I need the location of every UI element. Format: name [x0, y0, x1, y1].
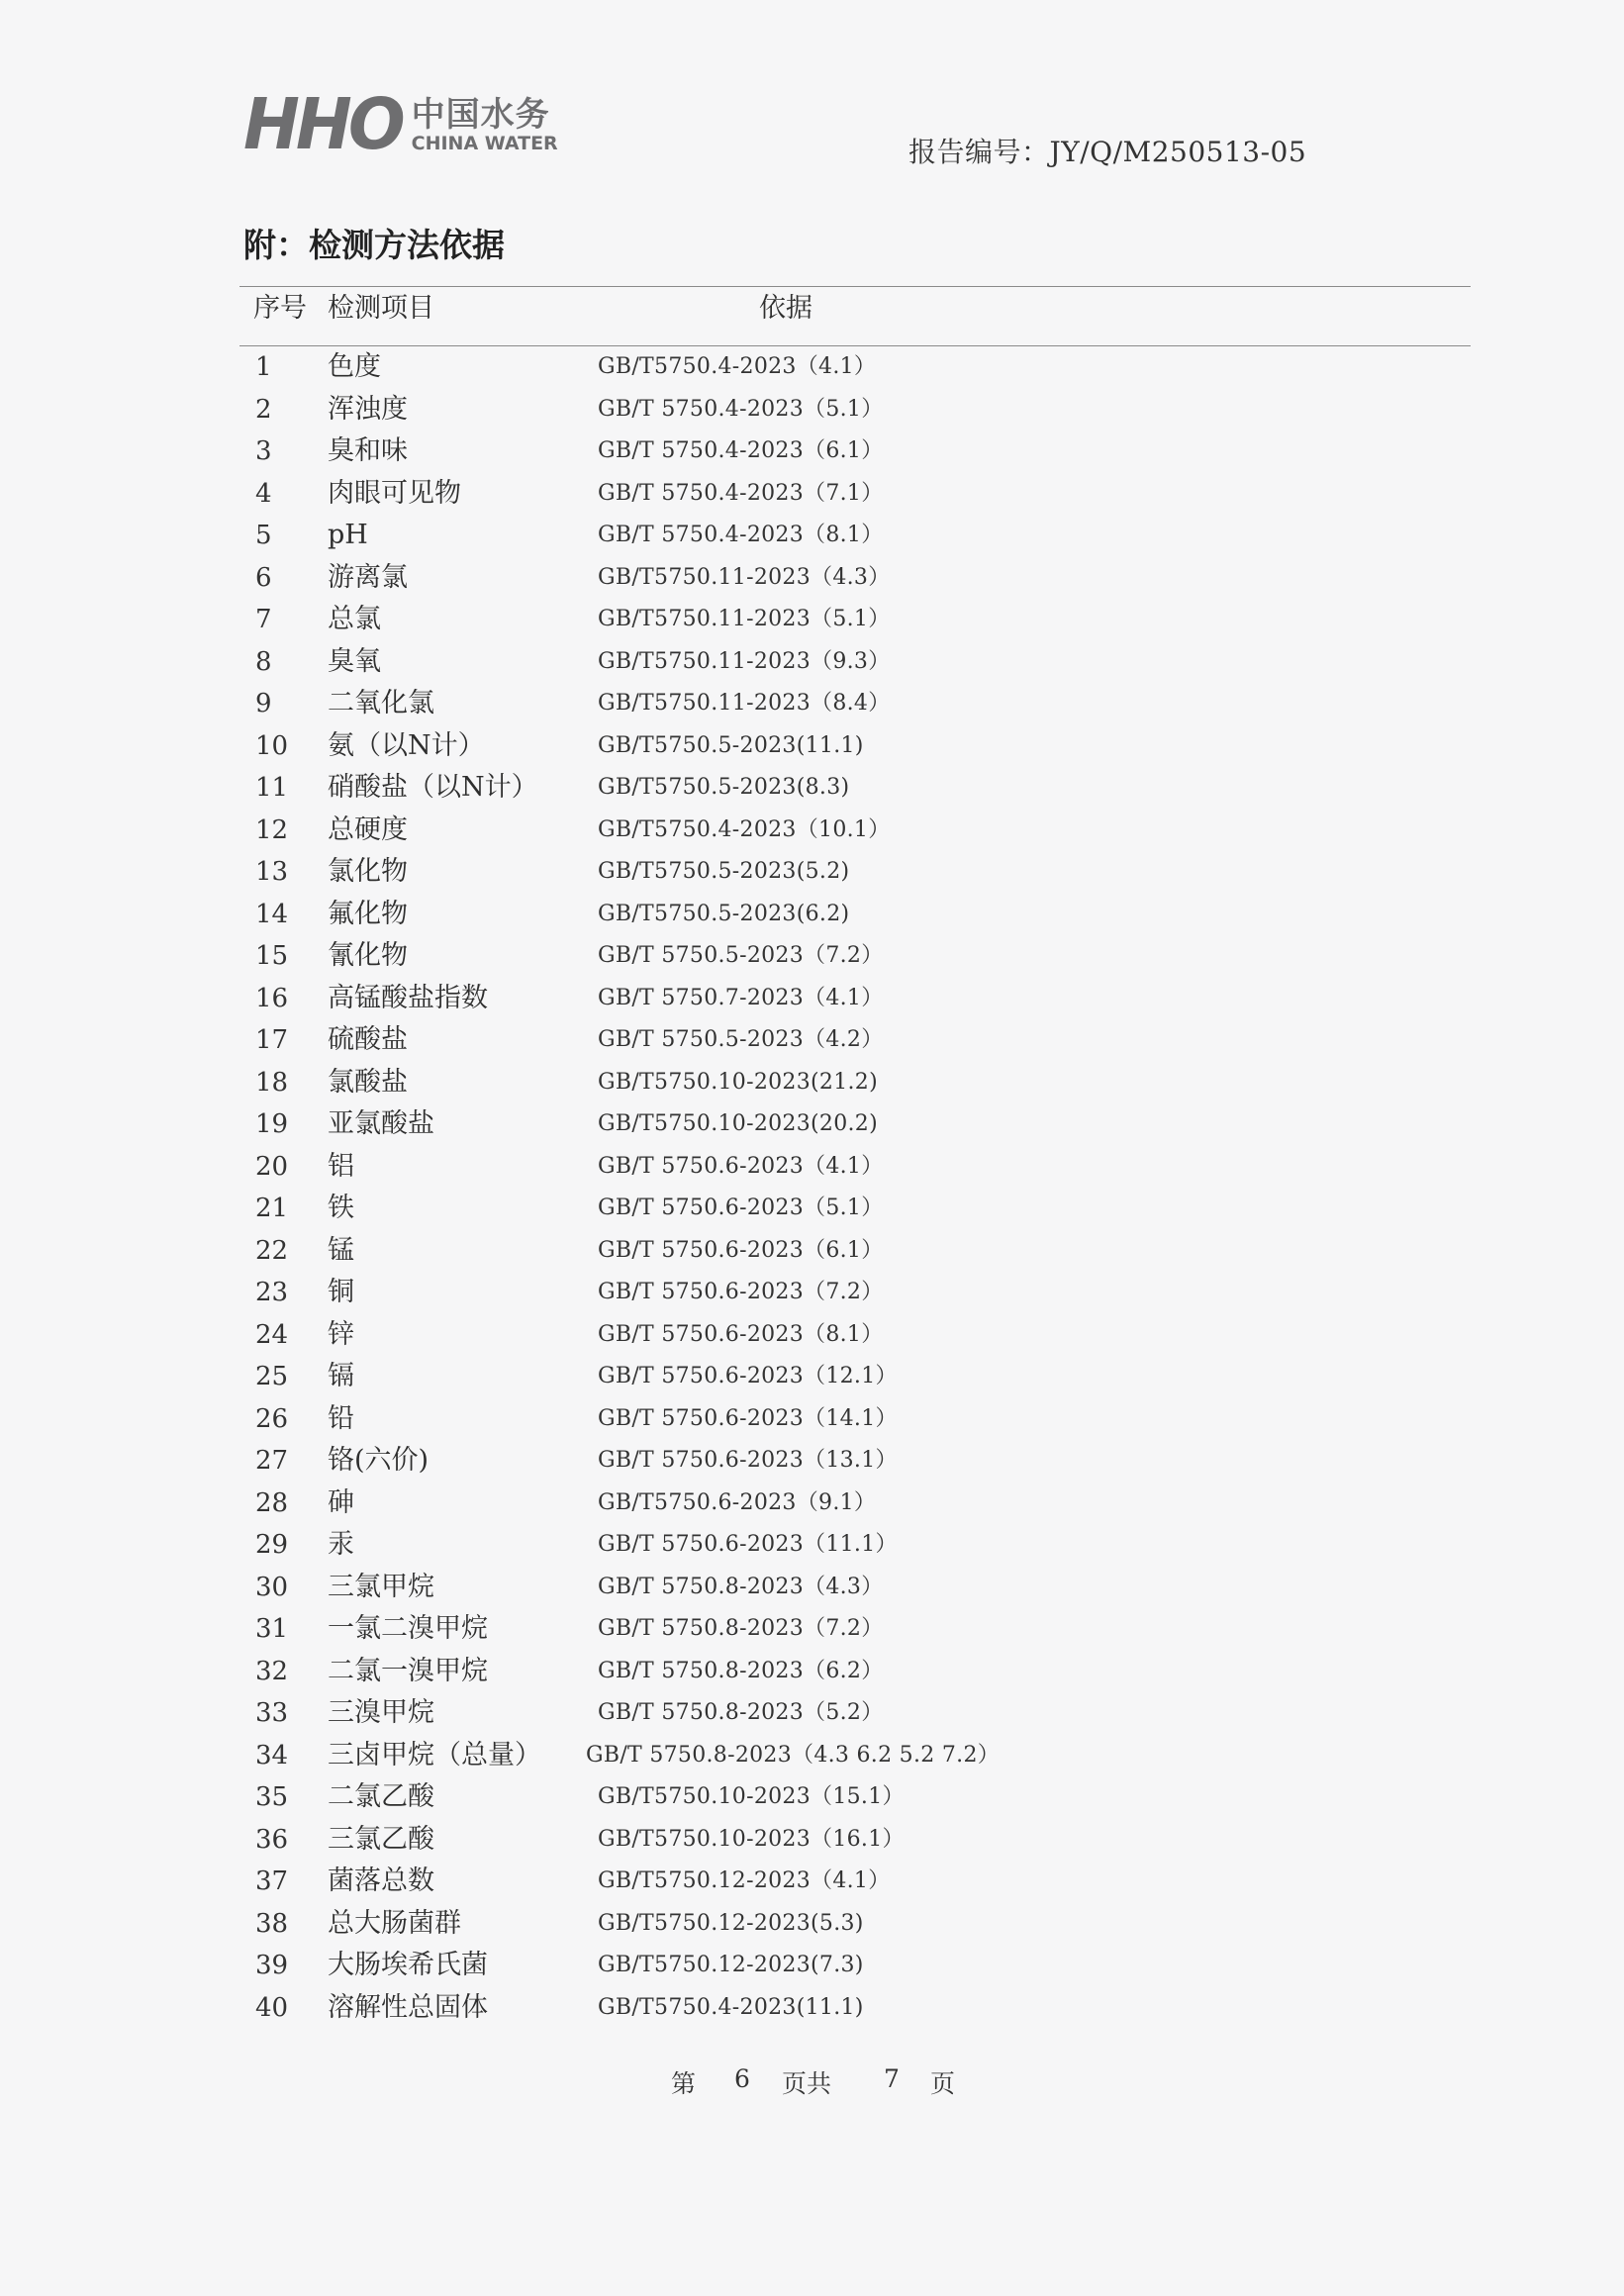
row-basis: GB/T5750.10-2023(21.2): [598, 1069, 878, 1095]
footer-prefix: 第: [671, 2069, 697, 2098]
table-row: [0, 1230, 1624, 1273]
table-row: [0, 978, 1624, 1020]
table-row: [0, 599, 1624, 641]
table-row: [0, 1776, 1624, 1819]
logo-mark: HHO: [243, 84, 402, 166]
row-item: 亚氯酸盐: [328, 1108, 434, 1139]
row-number: 32: [255, 1656, 289, 1686]
table-row: [0, 1903, 1624, 1946]
column-header-no: 序号: [253, 293, 307, 324]
row-number: 38: [255, 1908, 289, 1939]
table-row: [0, 767, 1624, 810]
row-item: 浑浊度: [328, 393, 408, 425]
row-item: 一氯二溴甲烷: [328, 1613, 488, 1644]
row-basis: GB/T5750.4-2023（4.1）: [598, 354, 877, 379]
footer-total-pages: 7: [884, 2064, 900, 2093]
table-row: [0, 557, 1624, 600]
table-row: [0, 1567, 1624, 1609]
table-row: [0, 1987, 1624, 2030]
table-row: [0, 1398, 1624, 1441]
row-item: 游离氯: [328, 561, 408, 593]
row-basis: GB/T 5750.7-2023（4.1）: [598, 985, 884, 1010]
column-header-item: 检测项目: [328, 293, 434, 324]
row-number: 36: [255, 1824, 289, 1855]
row-number: 2: [255, 394, 272, 425]
row-item: 铁: [328, 1193, 354, 1223]
row-basis: GB/T5750.10-2023（16.1）: [598, 1826, 905, 1852]
table-row: [0, 1524, 1624, 1567]
row-basis: GB/T 5750.6-2023（4.1）: [598, 1153, 884, 1179]
row-item: 溶解性总固体: [328, 1991, 488, 2023]
row-number: 16: [255, 983, 289, 1013]
table-row: [0, 894, 1624, 936]
logo-english-name: CHINA WATER: [411, 133, 558, 154]
row-item: 高锰酸盐指数: [328, 982, 488, 1013]
row-number: 28: [255, 1487, 289, 1518]
row-number: 20: [255, 1151, 289, 1182]
row-basis: GB/T5750.4-2023(11.1): [598, 1994, 864, 2020]
row-basis: GB/T 5750.8-2023（5.2）: [598, 1700, 884, 1725]
row-number: 39: [255, 1951, 289, 1980]
row-item: 色度: [328, 351, 381, 382]
row-number: 10: [255, 730, 289, 761]
footer-current-page: 6: [734, 2064, 750, 2093]
row-item: 铜: [328, 1277, 354, 1307]
row-basis: GB/T 5750.6-2023（13.1）: [598, 1448, 898, 1473]
row-basis: GB/T5750.5-2023(5.2): [598, 859, 850, 884]
row-number: 27: [255, 1446, 289, 1476]
footer-middle: 页共: [782, 2069, 832, 2098]
row-basis: GB/T 5750.6-2023（14.1）: [598, 1405, 898, 1431]
row-number: 24: [255, 1319, 289, 1350]
table-row: [0, 1062, 1624, 1104]
table-row: [0, 346, 1624, 389]
company-logo: [243, 84, 558, 166]
table-row: [0, 1651, 1624, 1693]
report-number: 报告编号：JY/Q/M250513-05: [908, 136, 1307, 168]
row-item: 三卤甲烷（总量）: [328, 1739, 541, 1770]
table-row: [0, 430, 1624, 473]
row-item: 臭和味: [328, 435, 408, 466]
row-number: 18: [255, 1067, 289, 1098]
row-number: 30: [255, 1572, 289, 1602]
table-row: [0, 1356, 1624, 1398]
row-item: 氨（以N计）: [328, 729, 485, 761]
row-basis: GB/T 5750.8-2023（4.3）: [598, 1574, 884, 1599]
row-item: 汞: [328, 1529, 354, 1560]
row-number: 1: [255, 352, 272, 382]
table-row: [0, 1314, 1624, 1357]
row-basis: GB/T 5750.6-2023（5.1）: [598, 1196, 884, 1220]
row-item: 总大肠菌群: [328, 1907, 461, 1939]
row-basis: GB/T 5750.8-2023（4.3 6.2 5.2 7.2）: [586, 1742, 1001, 1768]
row-item: 锌: [328, 1318, 354, 1350]
table-row: [0, 1483, 1624, 1525]
row-item: pH: [328, 520, 368, 550]
row-basis: GB/T5750.11-2023（8.4）: [598, 691, 891, 716]
logo-chinese-name: 中国水务: [411, 95, 550, 135]
row-item: 大肠埃希氏菌: [328, 1950, 488, 1980]
table-row: [0, 935, 1624, 978]
row-number: 15: [255, 941, 289, 971]
row-number: 13: [255, 857, 289, 887]
row-number: 9: [255, 689, 272, 718]
table-row: [0, 1861, 1624, 1903]
row-number: 17: [255, 1025, 289, 1055]
row-number: 31: [255, 1614, 289, 1644]
row-item: 氯酸盐: [328, 1066, 408, 1098]
row-item: 硝酸盐（以N计）: [328, 772, 538, 803]
row-number: 23: [255, 1278, 289, 1307]
table-row: [0, 641, 1624, 684]
table-row: [0, 1735, 1624, 1777]
row-number: 3: [255, 436, 272, 466]
row-basis: GB/T5750.5-2023(11.1): [598, 732, 864, 758]
row-basis: GB/T5750.4-2023（10.1）: [598, 816, 891, 842]
page-title: 附：检测方法依据: [243, 226, 505, 264]
row-basis: GB/T 5750.8-2023（6.2）: [598, 1658, 884, 1683]
row-item: 砷: [328, 1486, 354, 1518]
row-basis: GB/T 5750.5-2023（7.2）: [598, 943, 884, 968]
row-basis: GB/T5750.11-2023（9.3）: [598, 648, 891, 674]
table-row: [0, 1608, 1624, 1651]
row-item: 硫酸盐: [328, 1024, 408, 1055]
row-basis: GB/T 5750.6-2023（12.1）: [598, 1364, 898, 1388]
row-number: 34: [255, 1740, 289, 1770]
row-item: 二氯一溴甲烷: [328, 1655, 488, 1686]
table-row: [0, 810, 1624, 852]
row-number: 7: [255, 605, 272, 634]
row-basis: GB/T5750.12-2023（4.1）: [598, 1868, 891, 1893]
footer-suffix: 页: [930, 2069, 956, 2098]
row-item: 总氯: [328, 604, 381, 634]
row-number: 37: [255, 1866, 289, 1896]
row-item: 镉: [328, 1361, 354, 1391]
table-row: [0, 515, 1624, 557]
row-basis: GB/T 5750.6-2023（11.1）: [598, 1532, 898, 1557]
table-row: [0, 1272, 1624, 1314]
row-item: 氟化物: [328, 898, 408, 929]
table-row: [0, 1692, 1624, 1735]
table-top-rule: [239, 286, 1471, 287]
row-number: 6: [255, 562, 272, 593]
row-number: 40: [255, 1992, 289, 2023]
row-basis: GB/T 5750.6-2023（7.2）: [598, 1280, 884, 1304]
table-row: [0, 1819, 1624, 1862]
row-basis: GB/T 5750.6-2023（6.1）: [598, 1237, 884, 1263]
row-number: 19: [255, 1109, 289, 1139]
row-basis: GB/T 5750.6-2023（8.1）: [598, 1321, 884, 1347]
logo-text: [412, 97, 558, 154]
row-item: 氯化物: [328, 856, 408, 887]
row-basis: GB/T 5750.8-2023（7.2）: [598, 1616, 884, 1641]
row-basis: GB/T5750.11-2023（5.1）: [598, 607, 891, 631]
table-row: [0, 473, 1624, 516]
row-number: 29: [255, 1530, 289, 1560]
table-row: [0, 389, 1624, 431]
table-row: [0, 683, 1624, 725]
table-row: [0, 1019, 1624, 1062]
row-basis: GB/T5750.5-2023(8.3): [598, 775, 850, 800]
row-number: 22: [255, 1235, 289, 1266]
row-item: 三溴甲烷: [328, 1697, 434, 1728]
row-item: 总硬度: [328, 813, 408, 845]
table-row: [0, 851, 1624, 894]
row-item: 菌落总数: [328, 1866, 434, 1896]
row-number: 26: [255, 1403, 289, 1434]
row-item: 铬(六价): [328, 1445, 430, 1476]
row-basis: GB/T5750.10-2023(20.2): [598, 1111, 878, 1136]
row-item: 二氧化氯: [328, 688, 434, 718]
row-number: 21: [255, 1194, 289, 1223]
method-table: [0, 346, 1624, 2029]
row-basis: GB/T 5750.5-2023（4.2）: [598, 1027, 884, 1052]
row-basis: GB/T5750.12-2023(5.3): [598, 1910, 864, 1936]
row-item: 肉眼可见物: [328, 477, 461, 509]
row-number: 12: [255, 814, 289, 845]
table-row: [0, 1188, 1624, 1230]
row-item: 铝: [328, 1150, 354, 1182]
row-number: 5: [255, 521, 272, 550]
row-number: 11: [255, 773, 289, 803]
row-basis: GB/T 5750.4-2023（6.1）: [598, 438, 884, 463]
row-item: 二氯乙酸: [328, 1781, 434, 1812]
row-number: 25: [255, 1362, 289, 1391]
row-number: 4: [255, 478, 272, 509]
row-item: 臭氧: [328, 645, 381, 677]
row-basis: GB/T 5750.4-2023（5.1）: [598, 396, 884, 422]
table-row: [0, 725, 1624, 768]
table-row: [0, 1440, 1624, 1483]
row-basis: GB/T5750.11-2023（4.3）: [598, 564, 891, 590]
row-basis: GB/T5750.10-2023（15.1）: [598, 1784, 905, 1809]
row-number: 8: [255, 646, 272, 677]
row-item: 三氯甲烷: [328, 1571, 434, 1602]
column-header-basis: 依据: [759, 293, 812, 324]
row-basis: GB/T5750.6-2023（9.1）: [598, 1489, 877, 1515]
row-item: 三氯乙酸: [328, 1823, 434, 1855]
row-basis: GB/T5750.12-2023(7.3): [598, 1953, 864, 1977]
row-item: 锰: [328, 1234, 354, 1266]
table-row: [0, 1945, 1624, 1987]
table-row: [0, 1146, 1624, 1189]
row-basis: GB/T 5750.4-2023（8.1）: [598, 523, 884, 547]
row-basis: GB/T5750.5-2023(6.2): [598, 901, 850, 926]
row-item: 铅: [328, 1402, 354, 1434]
row-number: 33: [255, 1698, 289, 1728]
row-item: 氰化物: [328, 940, 408, 971]
row-basis: GB/T 5750.4-2023（7.1）: [598, 480, 884, 506]
row-number: 35: [255, 1782, 289, 1812]
table-row: [0, 1103, 1624, 1146]
row-number: 14: [255, 899, 289, 929]
